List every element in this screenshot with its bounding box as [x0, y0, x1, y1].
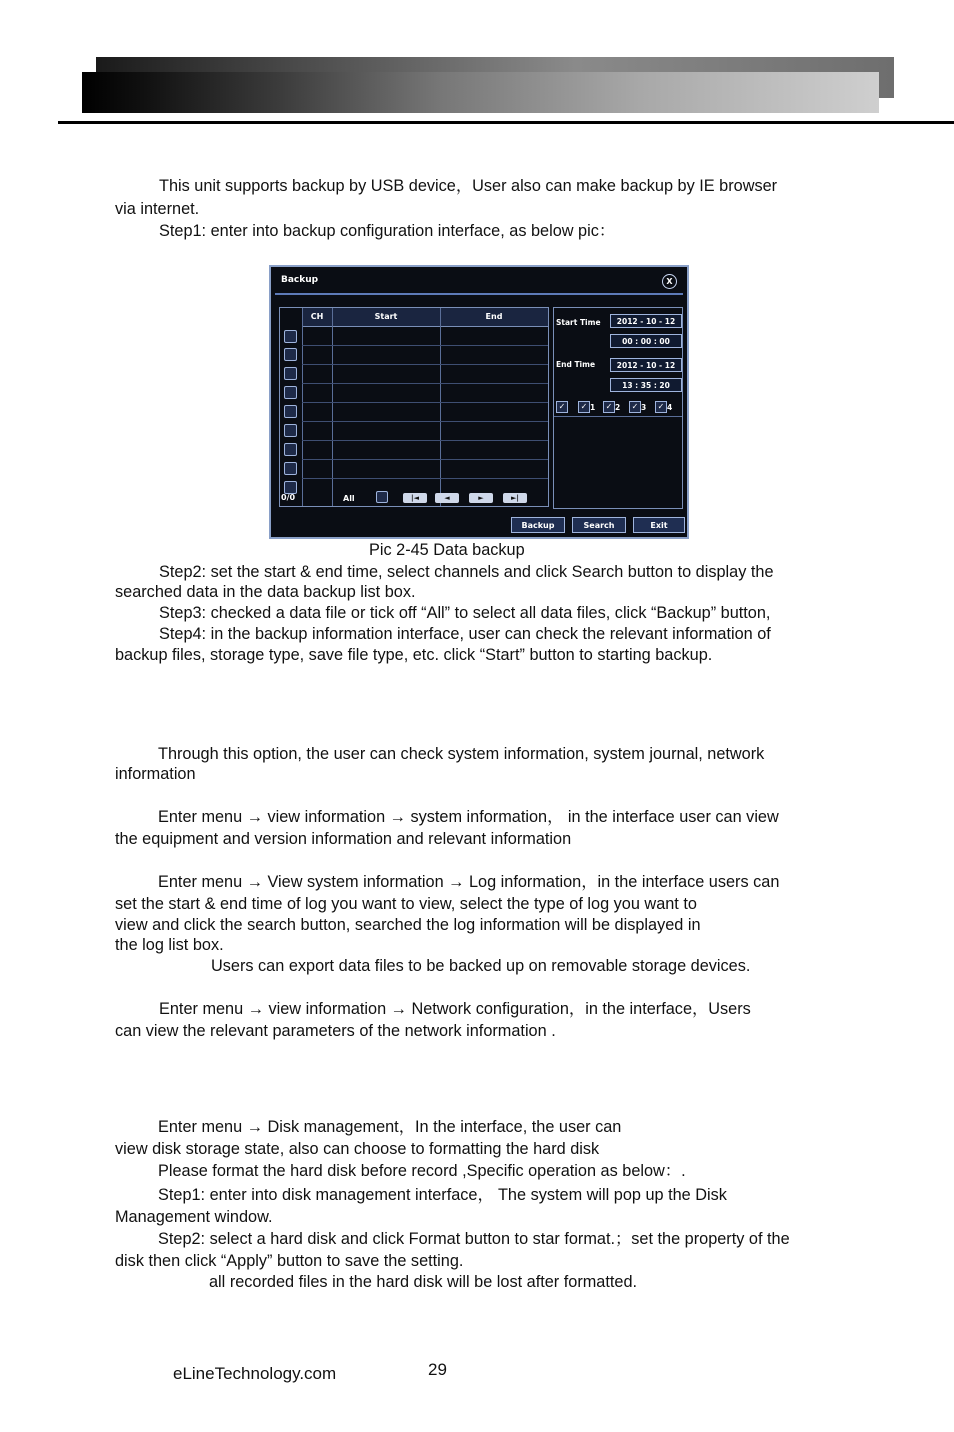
- channel-3-label: 3: [641, 403, 647, 412]
- title-divider: [275, 293, 683, 295]
- info-p3-line-4: the log list box.: [115, 936, 224, 954]
- channel-1-check-icon: ✓: [578, 401, 590, 413]
- intro-line-1: This unit supports backup by USB device，User also can make backup by IE browser: [159, 177, 778, 195]
- all-channels-check-icon: ✓: [556, 401, 568, 413]
- row-checkbox: [284, 424, 297, 437]
- all-checkbox: [376, 491, 388, 503]
- record-count: 0/0: [281, 493, 296, 502]
- info-p2-line-2: the equipment and version information and relevant information: [115, 830, 572, 848]
- channel-2-check-icon: ✓: [603, 401, 615, 413]
- info-p3-line-1: Enter menu → View system information → Log information，in the interface users can: [158, 873, 780, 891]
- prev-page-icon: ◄: [435, 493, 459, 503]
- page-number: 29: [428, 1360, 447, 1379]
- intro-line-2: via internet.: [115, 200, 200, 218]
- backup-list: [279, 307, 549, 507]
- end-time-label: End Time: [556, 360, 596, 369]
- dialog-title: Backup: [281, 275, 319, 285]
- info-p3-note: Users can export data files to be backed up on removable storage devices.: [211, 957, 751, 975]
- channel-4-check-icon: ✓: [655, 401, 667, 413]
- info-p1-line-1: Through this option, the user can check system information, system journal, network: [158, 745, 765, 763]
- channel-3-check-icon: ✓: [629, 401, 641, 413]
- col-ch: CH: [302, 308, 332, 327]
- channel-4-label: 4: [667, 403, 673, 412]
- figure-caption: Pic 2-45 Data backup: [369, 541, 525, 559]
- intro-step1: Step1: enter into backup configuration interface, as below pic：: [159, 222, 616, 240]
- step3: Step3: checked a data file or tick off “All” to select all data files, click “Backup” button,: [159, 604, 771, 622]
- all-label: All: [343, 494, 355, 503]
- info-p3-line-2: set the start & end time of log you want to view, select the type of log you want to: [115, 895, 697, 913]
- end-time: 13 : 35 : 20: [610, 378, 682, 392]
- disk-p1-line-2: view disk storage state, also can choose to formatting the hard disk: [115, 1140, 600, 1158]
- end-date: 2012 - 10 - 12: [610, 358, 682, 372]
- disk-step1-line-2: Management window.: [115, 1208, 273, 1226]
- col-start: Start: [332, 308, 440, 327]
- last-page-icon: ►|: [503, 493, 527, 503]
- header-band: [82, 72, 879, 113]
- time-panel: [553, 307, 683, 509]
- row-checkbox: [284, 330, 297, 343]
- col-end: End: [440, 308, 548, 327]
- header-rule: [58, 121, 954, 124]
- info-p3-line-3: view and click the search button, searched the log information will be displayed in: [115, 916, 701, 934]
- row-checkbox: [284, 462, 297, 475]
- close-icon: X: [662, 274, 677, 289]
- backup-button: Backup: [511, 517, 565, 533]
- row-checkbox: [284, 405, 297, 418]
- list-navigation: [279, 489, 549, 507]
- step4-line-1: Step4: in the backup information interface, user can check the relevant information of: [159, 625, 771, 643]
- backup-screenshot: [269, 265, 689, 539]
- row-checkbox: [284, 443, 297, 456]
- channel-2-label: 2: [615, 403, 621, 412]
- disk-p2: Please format the hard disk before record ,Specific operation as below：.: [158, 1162, 686, 1180]
- row-checkbox: [284, 386, 297, 399]
- row-checkbox: [284, 367, 297, 380]
- step2-line-2: searched data in the data backup list box.: [115, 583, 416, 601]
- disk-p1-line-1: Enter menu → Disk management，In the interface, the user can: [158, 1118, 622, 1136]
- next-page-icon: ►: [469, 493, 493, 503]
- exit-button: Exit: [633, 517, 685, 533]
- search-button: Search: [572, 517, 626, 533]
- info-p2-line-1: Enter menu → view information → system information， in the interface user can view: [158, 808, 779, 826]
- row-checkbox: [284, 348, 297, 361]
- info-p1-line-2: information: [115, 765, 196, 783]
- channel-1-label: 1: [590, 403, 596, 412]
- info-p4-line-2: can view the relevant parameters of the network information .: [115, 1022, 556, 1040]
- disk-step2-line-1: Step2: select a hard disk and click Format button to star format.；set the property of the: [158, 1230, 790, 1248]
- info-p4-line-1: Enter menu → view information → Network configuration，in the interface，Users: [159, 1000, 751, 1018]
- disk-note: all recorded files in the hard disk will be lost after formatted.: [209, 1273, 638, 1291]
- first-page-icon: |◄: [403, 493, 427, 503]
- disk-step2-line-2: disk then click “Apply” button to save the setting.: [115, 1252, 464, 1270]
- start-time-label: Start Time: [556, 318, 601, 327]
- disk-step1-line-1: Step1: enter into disk management interface， The system will pop up the Disk: [158, 1186, 727, 1204]
- start-date: 2012 - 10 - 12: [610, 314, 682, 328]
- footer-site: eLineTechnology.com: [173, 1364, 337, 1383]
- step2-line-1: Step2: set the start & end time, select channels and click Search button to display the: [159, 563, 774, 581]
- start-time: 00 : 00 : 00: [610, 334, 682, 348]
- step4-line-2: backup files, storage type, save file type, etc. click “Start” button to starting backup.: [115, 646, 713, 664]
